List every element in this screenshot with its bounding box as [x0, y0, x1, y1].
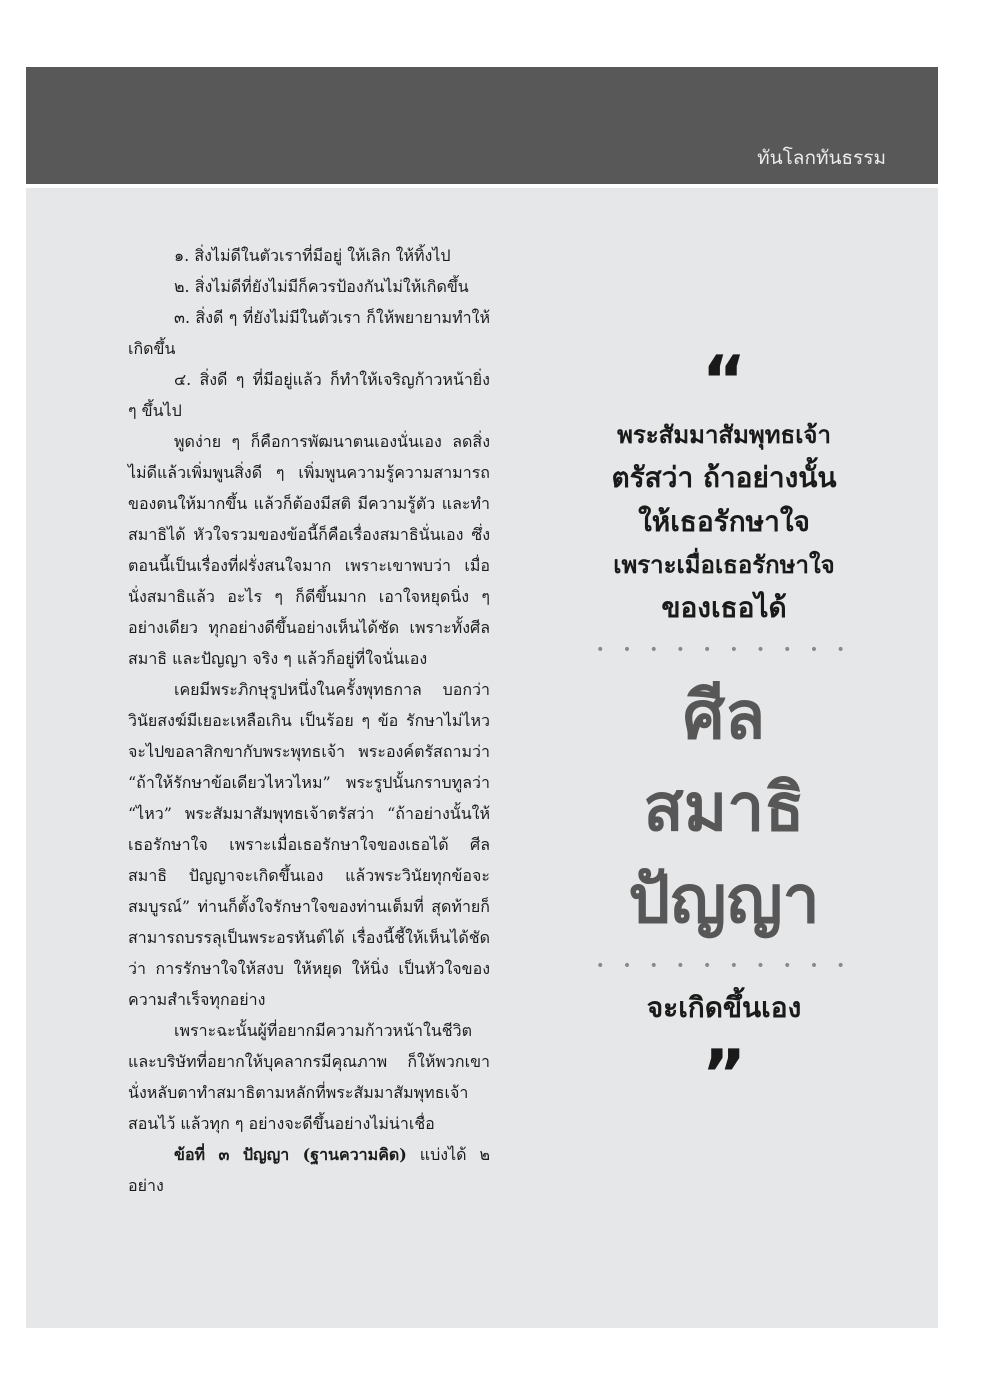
list-item-2: ๒. สิ่งไม่ดีที่ยังไม่มีก็ควรป้องกันไม่ให้เกิดขึ้น — [174, 277, 469, 296]
list-item-3: ๓. สิ่งดี ๆ ที่ยังไม่มีในตัวเรา ก็ให้พยายามทำให้เกิดขึ้น — [128, 308, 490, 358]
paragraph-4-text: แบ่งได้ ๒ อย่าง — [128, 1145, 490, 1195]
paragraph-4-heading: ข้อที่ ๓ ปัญญา (ฐานความคิด) — [174, 1145, 407, 1164]
big-word-sila: ศีล — [682, 677, 766, 754]
quote-line-2: ตรัสว่า ถ้าอย่างนั้น — [611, 461, 837, 494]
list-item-4: ๔. สิ่งดี ๆ ที่มีอยู่แล้ว ก็ทำให้เจริญก้าวหน้ายิ่ง ๆ ขึ้นไป — [128, 370, 490, 420]
quote-line-5: ของเธอได้ — [661, 591, 787, 624]
body-text-column — [128, 240, 490, 1201]
pull-quote — [548, 342, 900, 1115]
quote-line-1: พระสัมมาสัมพุทธเจ้า — [617, 421, 831, 449]
paragraph-1: พูดง่าย ๆ ก็คือการพัฒนาตนเองนั่นเอง ลดสิ่งไม่ดีแล้วเพิ่มพูนสิ่งดี ๆ เพิ่มพูนความรู้ความสามารถของตนให้มากขึ้น แล้วก็ต้องมีสติ มีความรู้ตัว และทำสมาธิได้ หัวใจรวมของข้อนี้ก็คือเรื่องสมาธินั่นเอง ซึ่งตอนนี้เป็นเรื่องที่ฝรั่งสนใจมาก เพราะเขาพบว่า เมื่อนั่งสมาธิแล้ว อะไร ๆ ก็ดีขึ้นมาก เอาใจหยุดนิ่ง ๆ อย่างเดียว ทุกอย่างดีขึ้นอย่างเห็นได้ชัด เพราะทั้งศีล สมาธิ และปัญญา จริง ๆ แล้วก็อยู่ที่ใจนั่นเอง — [128, 432, 490, 668]
big-word-panya: ปัญญา — [628, 861, 820, 938]
paragraph-3: เพราะฉะนั้นผู้ที่อยากมีความก้าวหน้าในชีวิตและบริษัทที่อยากให้บุคลากรมีคุณภาพ ก็ให้พวกเขานั่งหลับตาทำสมาธิตามหลักที่พระสัมมาสัมพุทธเจ้าสอนไว้ แล้วทุก ๆ อย่างจะดีขึ้นอย่างไม่น่าเชื่อ — [128, 1021, 490, 1133]
header-bar — [26, 67, 938, 184]
section-title: ทันโลกทันธรรม — [757, 147, 886, 169]
quote-line-3: ให้เธอรักษาใจ — [638, 505, 810, 538]
dotted-divider-bottom: • • • • • • • • • • — [596, 958, 852, 974]
open-quote-mark: “ — [701, 342, 747, 421]
close-quote-mark: ” — [701, 1036, 747, 1115]
big-word-samadhi: สมาธิ — [643, 769, 805, 846]
paragraph-2: เคยมีพระภิกษุรูปหนึ่งในครั้งพุทธกาล บอกว่าวินัยสงฆ์มีเยอะเหลือเกิน เป็นร้อย ๆ ข้อ รักษาไม่ไหว จะไปขอลาสิกขากับพระพุทธเจ้า พระองค์ตรัสถามว่า “ถ้าให้รักษาข้อเดียวไหวไหม” พระรูปนั้นกราบทูลว่า “ไหว” พระสัมมาสัมพุทธเจ้าตรัสว่า “ถ้าอย่างนั้นให้เธอรักษาใจ เพราะเมื่อเธอรักษาใจของเธอได้ ศีล สมาธิ ปัญญาจะเกิดขึ้นเอง แล้วพระวินัยทุกข้อจะสมบูรณ์” ท่านก็ตั้งใจรักษาใจของท่านเต็มที่ สุดท้ายก็สามารถบรรลุเป็นพระอรหันต์ได้ เรื่องนี้ชี้ให้เห็นได้ชัดว่า การรักษาใจให้สงบ ให้หยุด ให้นิ่ง เป็นหัวใจของความสำเร็จทุกอย่าง — [128, 680, 490, 1009]
list-item-1: ๑. สิ่งไม่ดีในตัวเราที่มีอยู่ ให้เลิก ให้ทิ้งไป — [174, 246, 451, 265]
quote-closing-line: จะเกิดขึ้นเอง — [646, 991, 802, 1024]
quote-line-4: เพราะเมื่อเธอรักษาใจ — [613, 551, 835, 579]
dotted-divider-top: • • • • • • • • • • — [596, 642, 852, 658]
paragraph-4 — [128, 1139, 490, 1201]
